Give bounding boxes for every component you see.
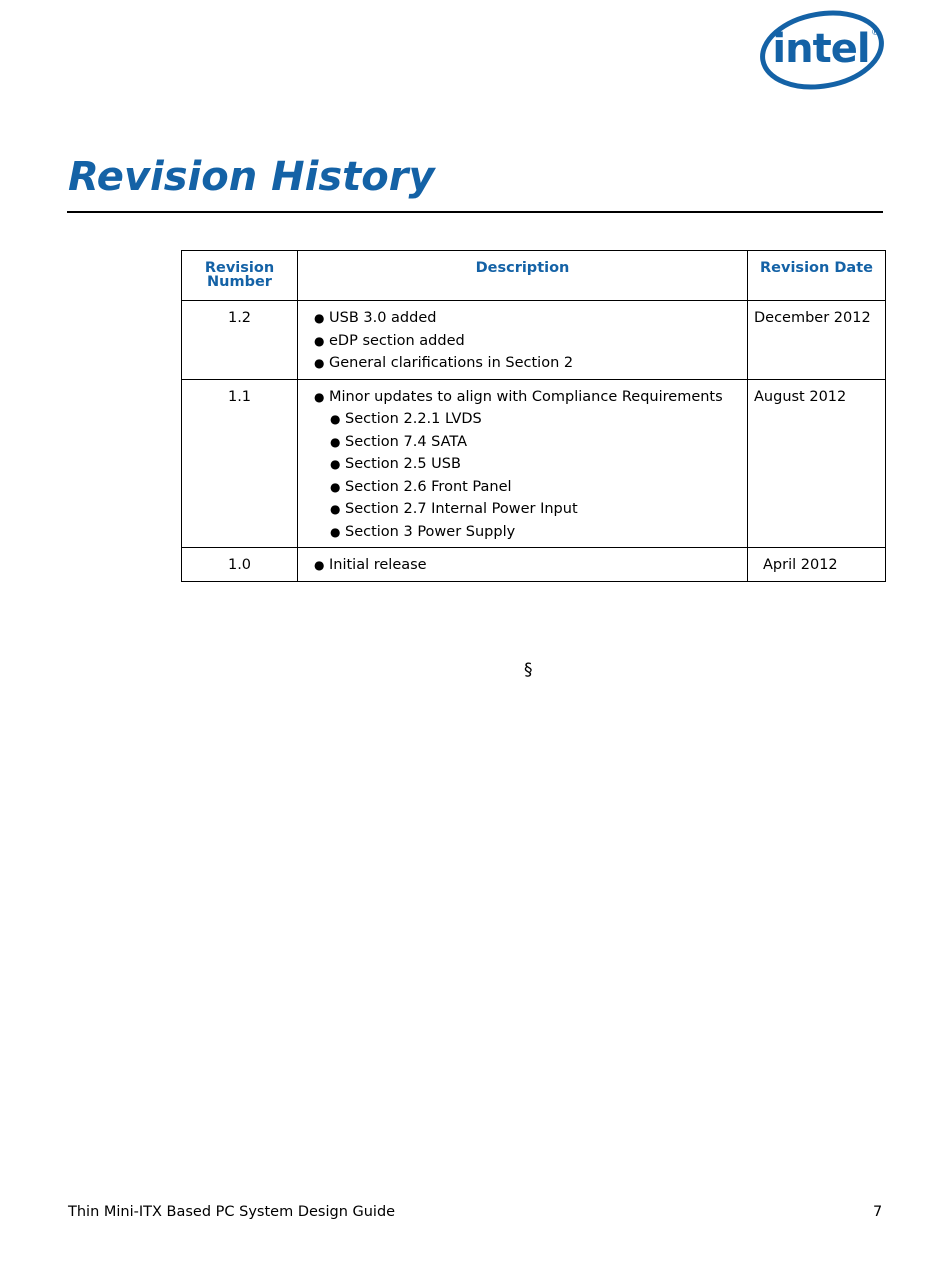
page-title: Revision History: [68, 154, 435, 200]
list-item: ● Section 2.2.1 LVDS: [308, 408, 741, 431]
revision-date: August 2012: [748, 379, 886, 548]
section-end-mark: §: [524, 660, 533, 680]
revision-number: 1.0: [182, 548, 298, 582]
revision-description: [298, 379, 748, 548]
bullet-icon: ●: [330, 524, 341, 539]
logo-text: intel: [772, 26, 870, 72]
list-item: ● USB 3.0 added: [308, 307, 741, 330]
revision-description: [298, 301, 748, 380]
revision-number: 1.2: [182, 301, 298, 380]
list-item: ● Section 2.6 Front Panel: [308, 476, 741, 499]
revision-date: April 2012: [748, 548, 886, 582]
revision-date: December 2012: [748, 301, 886, 380]
title-divider: [67, 211, 883, 213]
list-item: ● Initial release: [308, 554, 741, 577]
list-item: ● Section 7.4 SATA: [308, 431, 741, 454]
logo-registered-mark: ®: [871, 28, 880, 38]
footer-page-number: 7: [873, 1204, 883, 1220]
table-header-row: [182, 251, 886, 301]
bullet-icon: ●: [314, 311, 325, 325]
list-item: ● Section 2.7 Internal Power Input: [308, 498, 741, 521]
table-row: [182, 301, 886, 380]
bullet-icon: ●: [330, 479, 341, 494]
footer-document-title: Thin Mini-ITX Based PC System Design Guide: [68, 1204, 396, 1220]
table-row: [182, 379, 886, 548]
list-item: ● Section 2.5 USB: [308, 453, 741, 476]
bullet-icon: ●: [314, 558, 325, 572]
revision-description: [298, 548, 748, 582]
header-description: Description: [298, 251, 748, 301]
list-item: ● Section 3 Power Supply: [308, 521, 741, 544]
header-revision-number: Revision Number: [182, 251, 298, 301]
bullet-icon: ●: [330, 502, 341, 516]
list-item: ● Minor updates to align with Compliance Requirements: [308, 386, 741, 409]
revision-table: [181, 250, 886, 582]
bullet-icon: ●: [330, 457, 341, 471]
header-revision-date: Revision Date: [748, 251, 886, 301]
list-item: ● General clarifications in Section 2: [308, 352, 741, 375]
bullet-icon: ●: [314, 389, 325, 404]
bullet-icon: ●: [330, 412, 341, 426]
intel-logo: [758, 6, 886, 94]
bullet-icon: ●: [330, 434, 341, 449]
table-row: [182, 548, 886, 582]
list-item: ● eDP section added: [308, 330, 741, 353]
bullet-icon: ●: [314, 356, 325, 370]
revision-number: 1.1: [182, 379, 298, 548]
bullet-icon: ●: [314, 333, 325, 348]
